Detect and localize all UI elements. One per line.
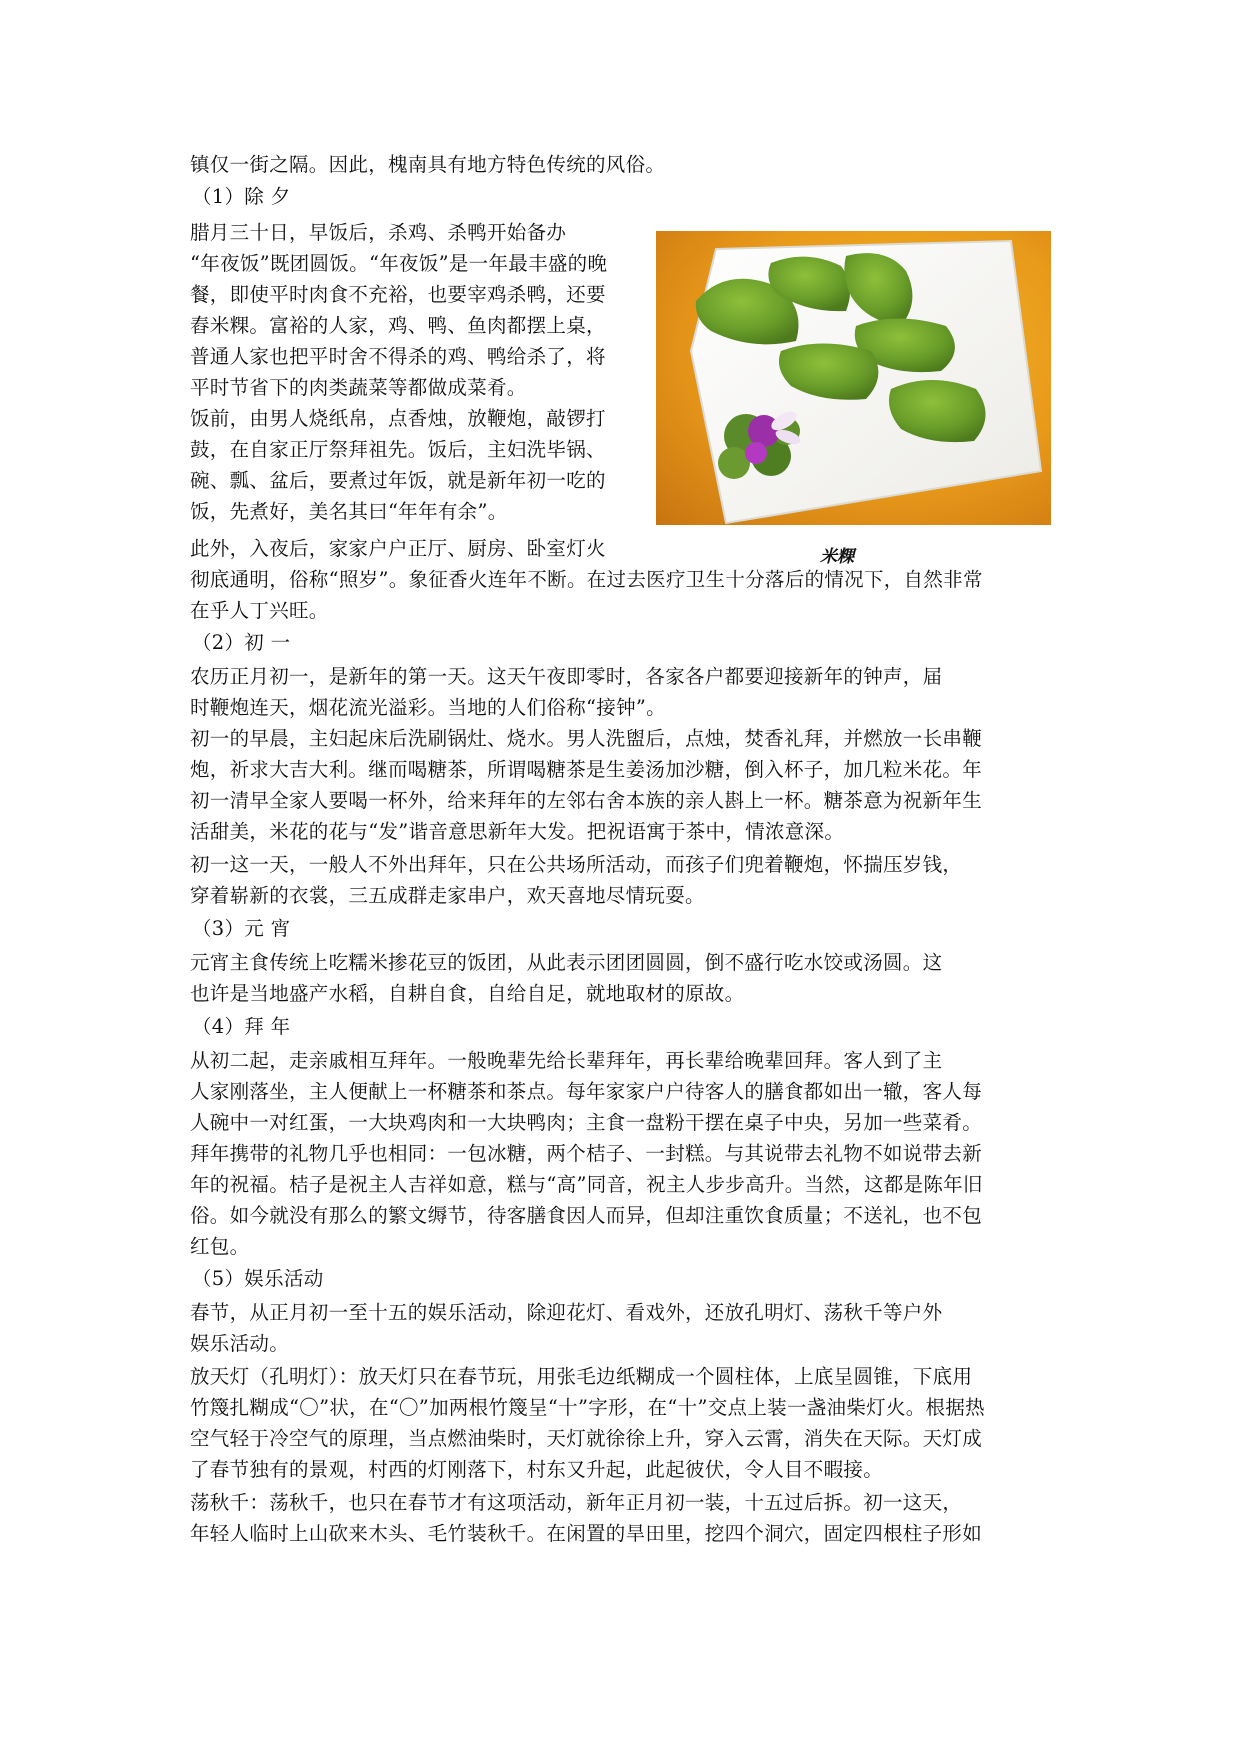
- text-line: 年轻人临时上山砍来木头、毛竹装秋千。在闲置的旱田里，挖四个洞穴，固定四根柱子形如: [190, 1522, 983, 1545]
- section-heading-chuyi: （2）初 一: [192, 631, 291, 654]
- text-line: 初一清早全家人要喝一杯外，给来拜年的左邻右舍本族的亲人斟上一杯。糖茶意为祝新年生: [190, 789, 983, 812]
- text-line: 也许是当地盛产水稻，自耕自食，自给自足，就地取材的原故。: [190, 982, 745, 1005]
- text-line: 平时节省下的肉类蔬菜等都做成菜肴。: [190, 376, 527, 399]
- photo-caption: 米粿: [820, 547, 854, 567]
- text-line: 年的祝福。桔子是祝主人吉祥如意，糕与“高”同音，祝主人步步高升。当然，这都是陈年旧: [190, 1173, 983, 1196]
- mi-guo-photo: [656, 231, 1051, 525]
- text-line: 活甜美，米花的花与“发”谐音意思新年大发。把祝语寓于茶中，情浓意深。: [190, 820, 845, 843]
- text-line: 初一的早晨，主妇起床后洗刷锅灶、烧水。男人洗盥后，点烛，焚香礼拜，并燃放一长串鞭: [190, 727, 983, 750]
- text-line: 俗。如今就没有那么的繁文缛节，待客膳食因人而异，但却注重饮食质量；不送礼，也不包: [190, 1204, 983, 1227]
- text-line: 初一这一天，一般人不外出拜年，只在公共场所活动，而孩子们兜着鞭炮，怀揣压岁钱，: [190, 853, 963, 876]
- text-line: 农历正月初一，是新年的第一天。这天午夜即零时，各家各户都要迎接新年的钟声，届: [190, 665, 943, 688]
- text-line: 镇仅一街之隔。因此，槐南具有地方特色传统的风俗。: [190, 153, 666, 176]
- text-line: 饭，先煮好，美名其曰“年年有余”。: [190, 500, 508, 523]
- text-line: 放天灯（孔明灯）：放天灯只在春节玩，用张毛边纸糊成一个圆柱体，上底呈圆锥，下底用: [190, 1365, 973, 1388]
- section-heading-chuxi: （1）除 夕: [192, 185, 291, 208]
- text-line: 穿着崭新的衣裳，三五成群走家串户，欢天喜地尽情玩耍。: [190, 884, 705, 907]
- text-line: “年夜饭”既团圆饭。“年夜饭”是一年最丰盛的晚: [190, 252, 608, 275]
- text-line: 鼓，在自家正厅祭拜祖先。饭后，主妇洗毕锅、: [190, 438, 606, 461]
- dumpling-plate-illustration: [656, 231, 1051, 525]
- text-line: 红包。: [190, 1235, 250, 1258]
- text-line: 在乎人丁兴旺。: [190, 599, 329, 622]
- text-line: 此外，入夜后，家家户户正厅、厨房、卧室灯火: [190, 537, 606, 560]
- text-line: 普通人家也把平时舍不得杀的鸡、鸭给杀了，将: [190, 345, 606, 368]
- text-line: 人碗中一对红蛋，一大块鸡肉和一大块鸭肉；主食一盘粉干摆在桌子中央，另加一些菜肴。: [190, 1111, 983, 1134]
- section-heading-yule: （5）娱乐活动: [192, 1267, 324, 1290]
- section-heading-bainian: （4）拜 年: [192, 1015, 291, 1038]
- text-line: 餐，即使平时肉食不充裕，也要宰鸡杀鸭，还要: [190, 283, 606, 306]
- text-line: 彻底通明，俗称“照岁”。象征香火连年不断。在过去医疗卫生十分落后的情况下，自然非常: [190, 568, 983, 591]
- text-line: 元宵主食传统上吃糯米掺花豆的饭团，从此表示团团圆圆，倒不盛行吃水饺或汤圆。这: [190, 951, 943, 974]
- text-line: 时鞭炮连天，烟花流光溢彩。当地的人们俗称“接钟”。: [190, 696, 666, 719]
- text-line: 竹篾扎糊成“〇”状，在“〇”加两根竹篾呈“十”字形，在“十”交点上装一盏油柴灯火。根据热: [190, 1396, 985, 1419]
- text-line: 碗、瓢、盆后，要煮过年饭，就是新年初一吃的: [190, 469, 606, 492]
- text-line: 春节，从正月初一至十五的娱乐活动，除迎花灯、看戏外，还放孔明灯、荡秋千等户外: [190, 1301, 943, 1324]
- text-line: 从初二起，走亲戚相互拜年。一般晚辈先给长辈拜年，再长辈给晚辈回拜。客人到了主: [190, 1049, 943, 1072]
- text-line: 空气轻于冷空气的原理，当点燃油柴时，天灯就徐徐上升，穿入云霄，消失在天际。天灯成: [190, 1427, 983, 1450]
- section-heading-yuanxiao: （3）元 宵: [192, 917, 291, 940]
- text-line: 腊月三十日，早饭后，杀鸡、杀鸭开始备办: [190, 221, 567, 244]
- text-line: 了春节独有的景观，村西的灯刚落下，村东又升起，此起彼伏，令人目不暇接。: [190, 1458, 884, 1481]
- text-line: 炮，祈求大吉大利。继而喝糖茶，所谓喝糖茶是生姜汤加沙糖，倒入杯子，加几粒米花。年: [190, 758, 983, 781]
- text-line: 拜年携带的礼物几乎也相同：一包冰糖，两个桔子、一封糕。与其说带去礼物不如说带去新: [190, 1142, 983, 1165]
- text-line: 荡秋千：荡秋千，也只在春节才有这项活动，新年正月初一装，十五过后拆。初一这天，: [190, 1491, 963, 1514]
- text-line: 舂米粿。富裕的人家，鸡、鸭、鱼肉都摆上桌，: [190, 314, 606, 337]
- text-line: 人家刚落坐，主人便献上一杯糖茶和茶点。每年家家户户待客人的膳食都如出一辙，客人每: [190, 1080, 983, 1103]
- text-line: 饭前，由男人烧纸帛，点香烛，放鞭炮，敲锣打: [190, 407, 606, 430]
- text-line: 娱乐活动。: [190, 1332, 290, 1355]
